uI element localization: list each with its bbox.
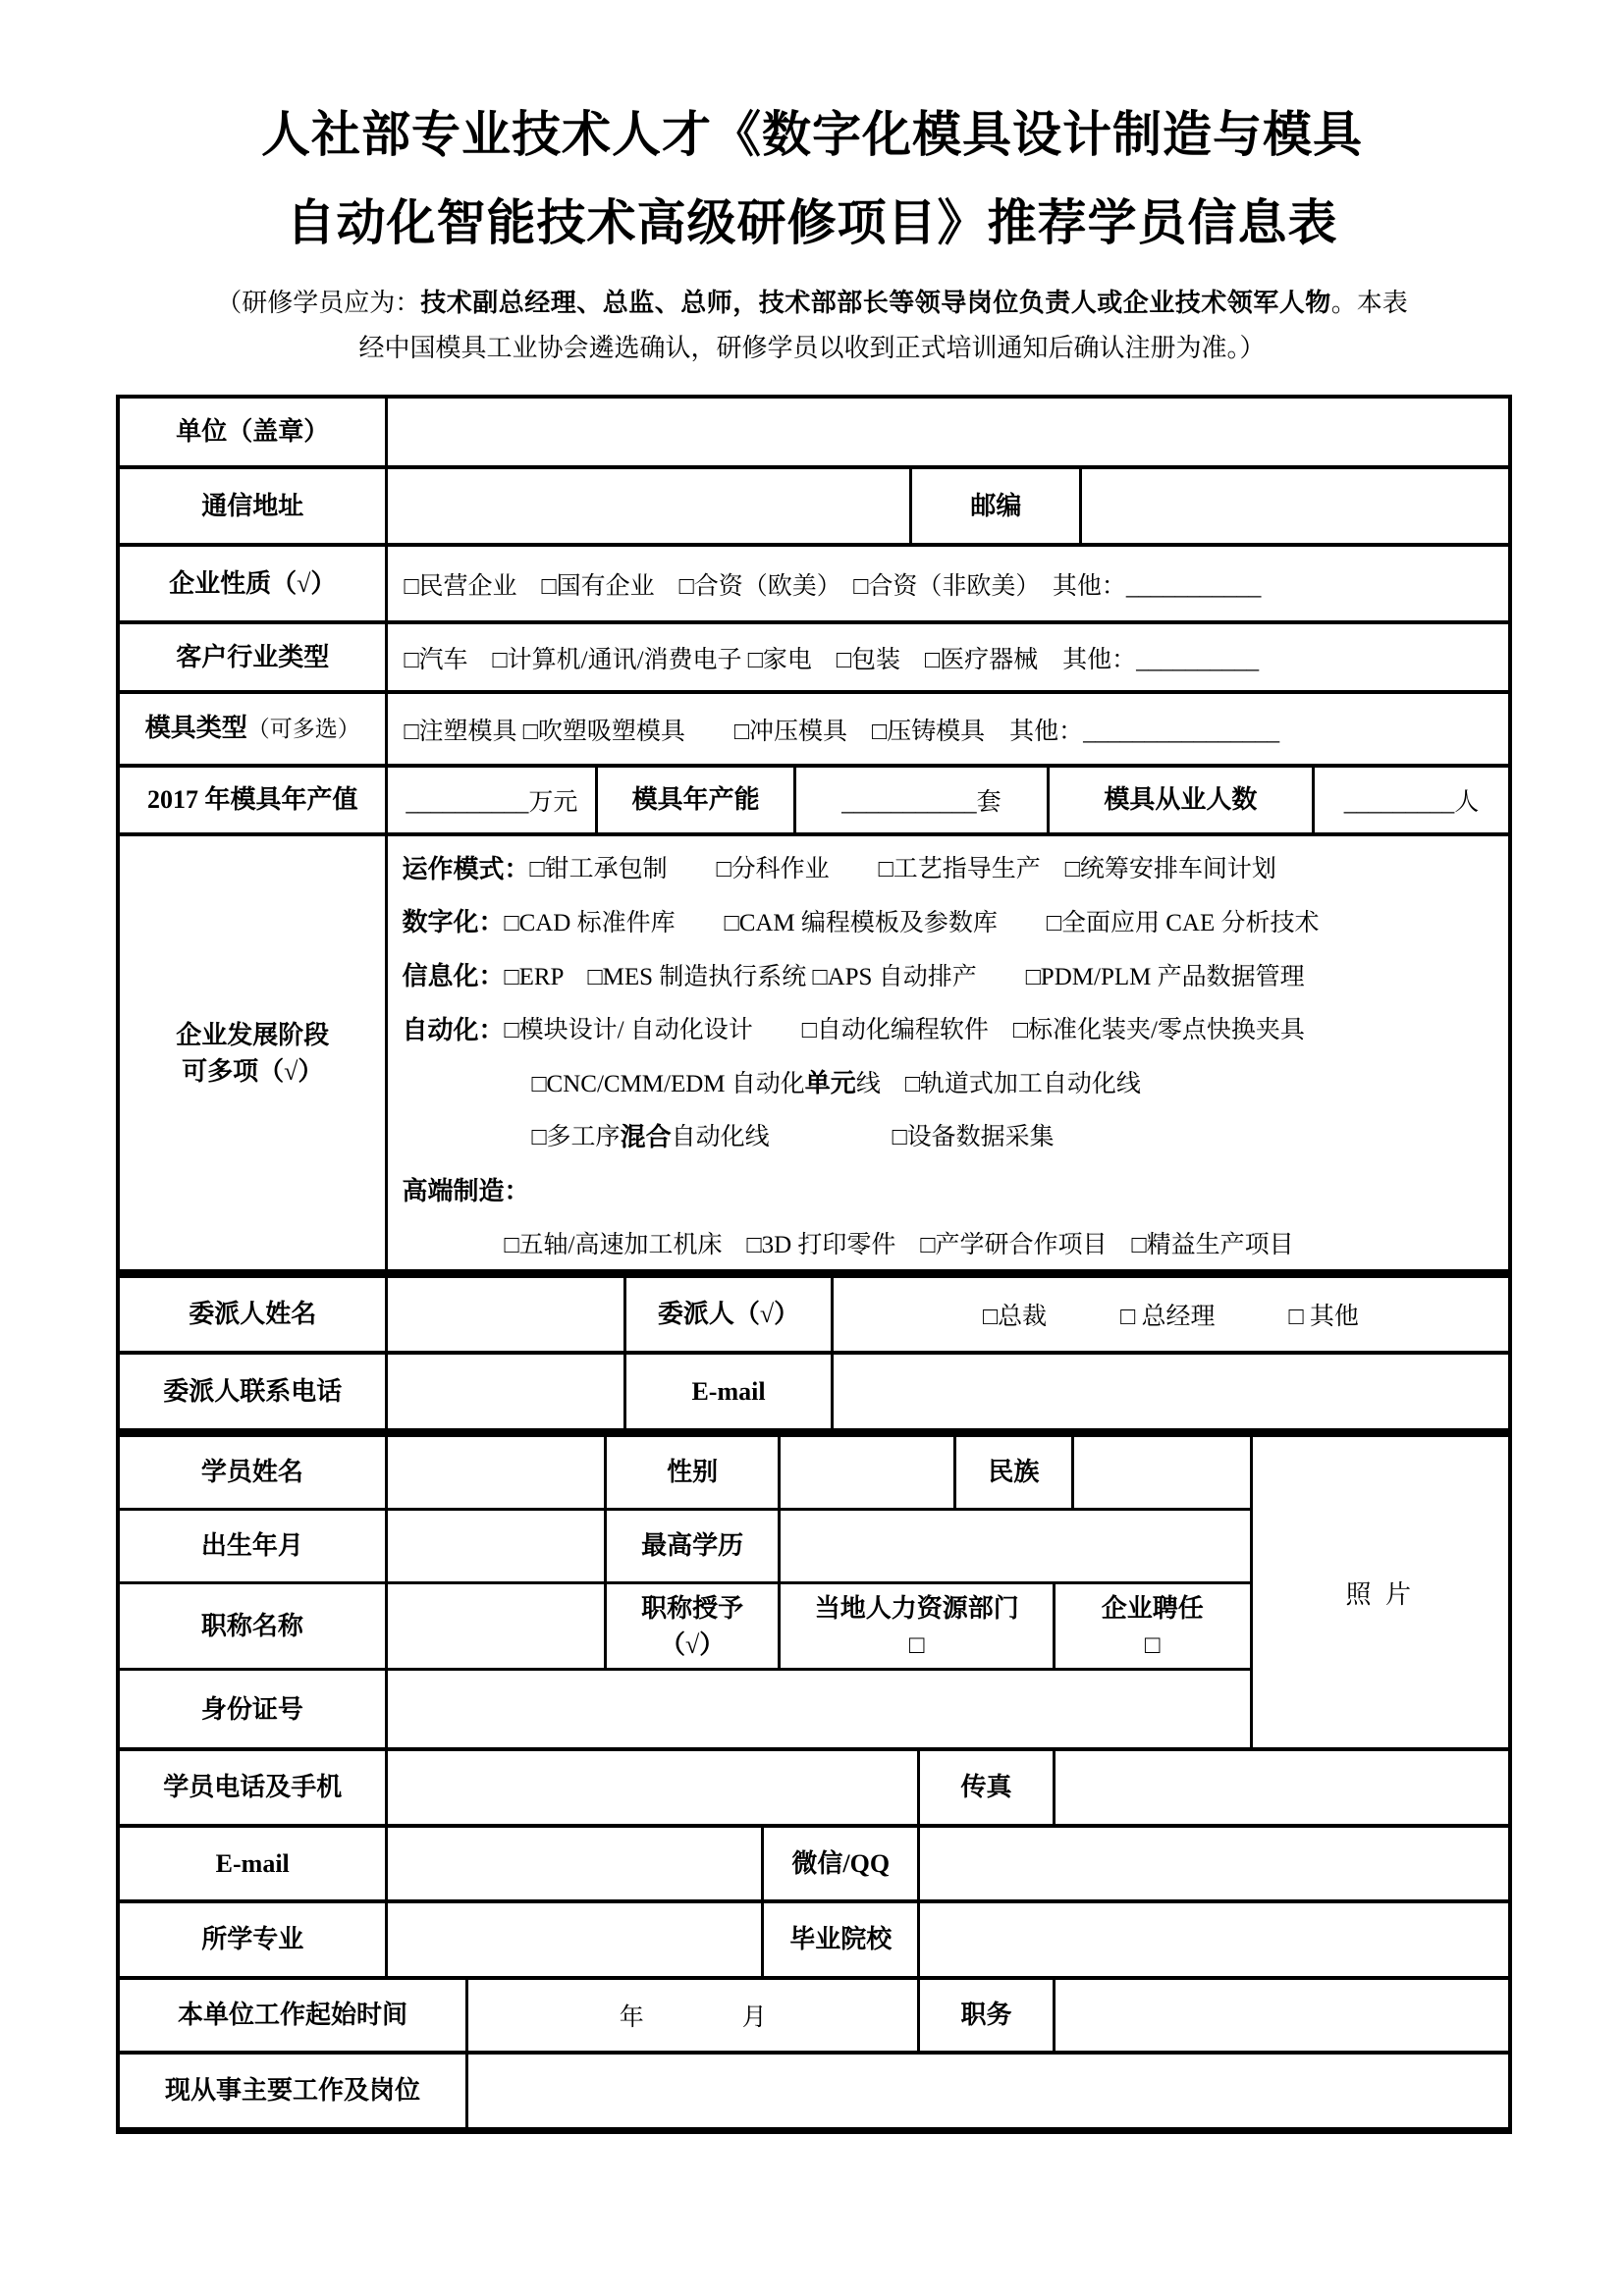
stage-line-automation[interactable]: 自动化： □模块设计/ 自动化设计 □自动化编程软件 □标准化装夹/零点快换夹具	[402, 1015, 1305, 1044]
row-jobtitle	[120, 1584, 1250, 1671]
output-2017-label: 2017 年模具年产值	[120, 768, 388, 832]
staff-count-blank[interactable]: _________人	[1343, 789, 1480, 816]
degree-label: 最高学历	[607, 1511, 782, 1581]
stage-line-digital[interactable]: 数字化： □CAD 标准件库 □CAM 编程模板及参数库 □全面应用 CAE 分析技术	[402, 908, 1320, 937]
school-label: 毕业院校	[764, 1903, 920, 1976]
row-development-stage	[120, 836, 1508, 1278]
row-student-block	[120, 1437, 1508, 1751]
row-major	[120, 1903, 1508, 1980]
industry-checkbox-options[interactable]: □汽车 □计算机/通讯/消费电子 □家电 □包装 □医疗器械 其他：__________	[404, 646, 1260, 673]
delegate-name-label: 委派人姓名	[120, 1278, 388, 1351]
student-phone-label: 学员电话及手机	[120, 1751, 388, 1824]
row-delegate-name	[120, 1278, 1508, 1355]
note-line2: 经中国模具工业协会遴选确认，研修学员以收到正式培训通知后确认注册为准。）	[358, 334, 1266, 362]
student-email-input-area[interactable]	[388, 1828, 764, 1899]
note-bold: 技术副总经理、总监、总师，技术部部长等领导岗位负责人或企业技术领军人物	[420, 289, 1331, 317]
row-delegate-phone	[120, 1355, 1508, 1437]
capacity-blank[interactable]: ___________套	[796, 768, 1049, 832]
row-mold-type	[120, 694, 1508, 768]
work-start-label: 本单位工作起始时间	[120, 1980, 468, 2051]
address-input-area[interactable]	[388, 469, 912, 543]
wechat-input-area[interactable]	[920, 1828, 1508, 1899]
major-input-area[interactable]	[388, 1903, 764, 1976]
industry-label: 客户行业类型	[120, 624, 388, 690]
photo-cell: 照 片	[1345, 1579, 1416, 1609]
ethnic-label: 民族	[956, 1437, 1074, 1508]
fax-label: 传真	[920, 1751, 1055, 1824]
zip-input-area[interactable]	[1082, 469, 1508, 543]
delegate-phone-input-area[interactable]	[388, 1355, 626, 1428]
form-title-line2: 自动化智能技术高级研修项目》推荐学员信息表	[286, 195, 1338, 250]
row-unit	[120, 399, 1508, 469]
row-company-nature	[120, 547, 1508, 624]
checkbox-icon: □	[908, 1629, 925, 1659]
ethnic-input-area[interactable]	[1074, 1437, 1250, 1508]
checkbox-icon: □	[1144, 1629, 1161, 1659]
row-student-phone	[120, 1751, 1508, 1828]
nature-label: 企业性质（√）	[120, 547, 388, 620]
major-label: 所学专业	[120, 1903, 388, 1976]
form-table	[116, 395, 1512, 2134]
row-work-start	[120, 1980, 1508, 2055]
unit-input-area[interactable]	[388, 399, 1508, 465]
delegate-email-label: E-mail	[626, 1355, 834, 1428]
wechat-label: 微信/QQ	[764, 1828, 920, 1899]
mold-type-checkbox-options[interactable]: □注塑模具 □吹塑吸塑模具 □冲压模具 □压铸模具 其他：________________	[404, 718, 1280, 745]
gender-label: 性别	[607, 1437, 782, 1508]
jobtitle-input-area[interactable]	[388, 1584, 607, 1668]
stage-label: 企业发展阶段 可多项（√）	[120, 836, 388, 1269]
row-customer-industry	[120, 624, 1508, 694]
row-birth	[120, 1511, 1250, 1584]
capacity-label: 模具年产能	[598, 768, 796, 832]
row-id-number	[120, 1671, 1250, 1748]
student-name-label: 学员姓名	[120, 1437, 388, 1508]
enterprise-hire-option[interactable]: 企业聘任 □	[1056, 1584, 1249, 1668]
row-address	[120, 469, 1508, 547]
duty-label: 职务	[920, 1980, 1055, 2051]
mold-type-label: 模具类型（可多选）	[120, 694, 388, 764]
unit-label: 单位（盖章）	[120, 399, 388, 465]
nature-checkbox-options[interactable]: □民营企业 □国有企业 □合资（欧美） □合资（非欧美） 其他：___________	[404, 572, 1262, 600]
row-student-email	[120, 1828, 1508, 1903]
id-number-input-area[interactable]	[388, 1671, 1250, 1748]
id-number-label: 身份证号	[120, 1671, 388, 1748]
form-note	[0, 281, 1624, 371]
stage-content	[388, 836, 1508, 1269]
student-email-label: E-mail	[120, 1828, 388, 1899]
delegate-check-label: 委派人（√）	[626, 1278, 834, 1351]
form-title-line1: 人社部专业技术人才《数字化模具设计制造与模具	[261, 107, 1363, 162]
stage-line-information[interactable]: 信息化： □ERP □MES 制造执行系统 □APS 自动排产 □PDM/PLM 产品数据管理	[402, 962, 1305, 991]
staff-count-label: 模具从业人数	[1050, 768, 1315, 832]
stage-line-highend-label: 高端制造：	[402, 1176, 530, 1205]
row-output-2017	[120, 768, 1508, 836]
gender-input-area[interactable]	[781, 1437, 956, 1508]
student-phone-input-area[interactable]	[388, 1751, 920, 1824]
delegate-phone-label: 委派人联系电话	[120, 1355, 388, 1428]
duty-input-area[interactable]	[1056, 1980, 1508, 2051]
birth-input-area[interactable]	[388, 1511, 607, 1581]
stage-line-multi-process[interactable]: □多工序 混合 自动化线 □设备数据采集	[531, 1122, 1055, 1151]
row-student-name	[120, 1437, 1250, 1511]
current-work-input-area[interactable]	[468, 2055, 1508, 2127]
stage-line-highend-options[interactable]: □五轴/高速加工机床 □3D 打印零件 □产学研合作项目 □精益生产项目	[504, 1231, 1294, 1258]
degree-input-area[interactable]	[781, 1511, 1249, 1581]
title-grant-label: 职称授予 （√）	[607, 1584, 782, 1668]
school-input-area[interactable]	[920, 1903, 1508, 1976]
student-info-grid	[120, 1437, 1253, 1747]
delegate-email-input-area[interactable]	[834, 1355, 1508, 1428]
output-wan-blank[interactable]: __________万元	[388, 768, 598, 832]
birth-label: 出生年月	[120, 1511, 388, 1581]
note-prefix: （研修学员应为：	[216, 289, 421, 317]
delegate-role-checkbox-options[interactable]: □总裁 □ 总经理 □ 其他	[983, 1304, 1359, 1330]
row-current-work	[120, 2055, 1508, 2127]
jobtitle-label: 职称名称	[120, 1584, 388, 1668]
form-title	[0, 0, 1624, 267]
fax-input-area[interactable]	[1056, 1751, 1508, 1824]
student-name-input-area[interactable]	[388, 1437, 607, 1508]
work-start-year-month[interactable]: 年 月	[468, 1980, 920, 2051]
stage-line-cnc[interactable]: □CNC/CMM/EDM 自动化 单元 线 □轨道式加工自动化线	[531, 1069, 1141, 1098]
note-suffix: 。本表	[1330, 289, 1408, 317]
address-label: 通信地址	[120, 469, 388, 543]
hr-department-option[interactable]: 当地人力资源部门 □	[781, 1584, 1056, 1668]
stage-line-operation[interactable]: 运作模式： □钳工承包制 □分科作业 □工艺指导生产 □统筹安排车间计划	[402, 854, 1276, 883]
delegate-name-input-area[interactable]	[388, 1278, 626, 1351]
zip-label: 邮编	[912, 469, 1082, 543]
current-work-label: 现从事主要工作及岗位	[120, 2055, 468, 2127]
